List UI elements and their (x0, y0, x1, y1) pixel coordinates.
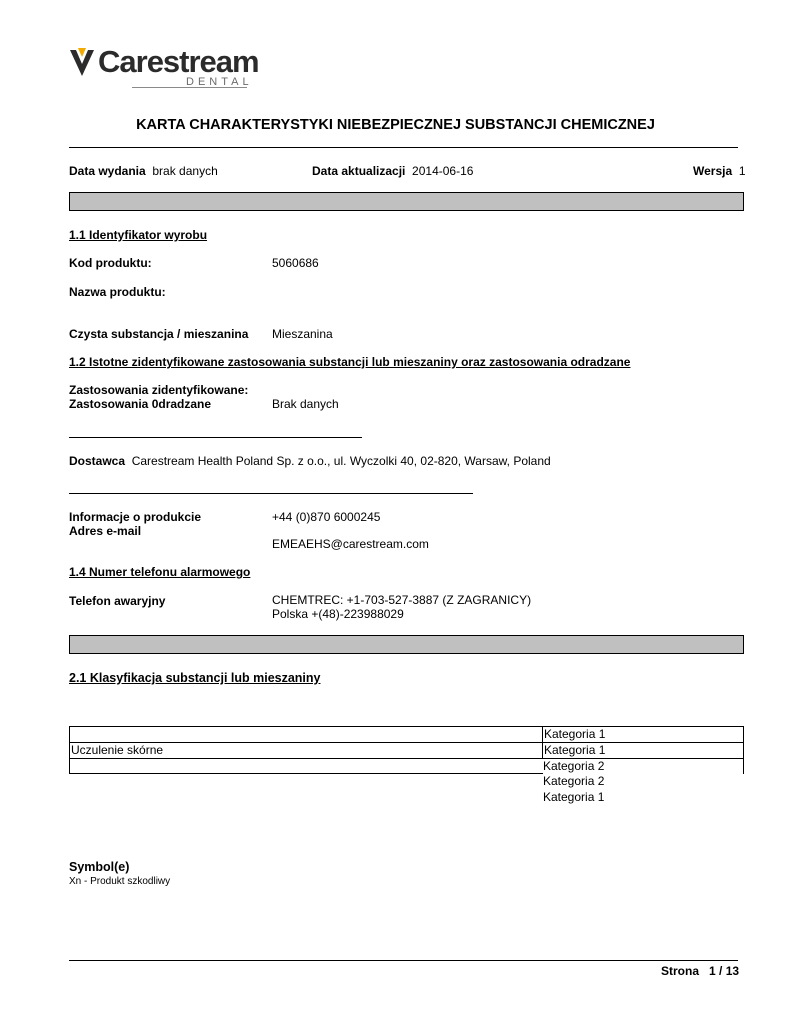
substance-value: Mieszanina (272, 327, 333, 341)
version-label: Wersja (693, 164, 733, 178)
email-value: EMEAEHS@carestream.com (272, 537, 429, 551)
product-code-value: 5060686 (272, 256, 319, 270)
supplier-value: Carestream Health Poland Sp. z o.o., ul. Wyczolki 40, 02-820, Warsaw, Poland (131, 454, 551, 468)
update-date (312, 164, 473, 178)
section-2-bar (69, 635, 744, 654)
email-label: Adres e-mail (69, 524, 142, 538)
issue-date (69, 164, 218, 178)
page-value: 1 / 13 (709, 964, 740, 978)
page-label: Strona (661, 964, 700, 978)
table-row-4-category: Kategoria 1 (543, 790, 605, 804)
product-info-label: Informacje o produkcie (69, 510, 202, 524)
section-2-1-heading: 2.1 Klasyfikacja substancji lub mieszaniny (69, 671, 321, 685)
section-1-2-heading: 1.2 Istotne zidentyfikowane zastosowania substancji lub mieszaniny oraz zastosowania odradzane (69, 355, 631, 369)
section-1-bar (69, 192, 744, 211)
footer-rule (69, 960, 738, 961)
carestream-logo (68, 42, 258, 92)
table-row-0-category: Kategoria 1 (542, 726, 744, 743)
supplier-label: Dostawca (69, 454, 126, 468)
version-value: 1 (738, 164, 746, 178)
carestream-logo-icon (68, 46, 96, 80)
issue-date-label: Data wydania (69, 164, 146, 178)
product-info-value: +44 (0)870 6000245 (272, 510, 381, 524)
uses-identified-label: Zastosowania zidentyfikowane: (69, 383, 249, 397)
uses-value: Brak danych (272, 397, 339, 411)
supplier (69, 454, 551, 468)
version (693, 164, 746, 178)
table-row-2-name (69, 758, 543, 774)
logo-sub: DENTAL (186, 76, 253, 88)
document-title: KARTA CHARAKTERYSTYKI NIEBEZPIECZNEJ SUBSTANCJI CHEMICZNEJ (136, 117, 655, 133)
table-row-1-name: Uczulenie skórne (69, 742, 543, 758)
section-1-3-rule (69, 437, 362, 438)
section-1-1-heading: 1.1 Identyfikator wyrobu (69, 228, 208, 242)
title-rule (69, 147, 738, 148)
update-date-label: Data aktualizacji (312, 164, 406, 178)
product-code-label: Kod produktu: (69, 256, 152, 270)
symbols-heading: Symbol(e) (69, 860, 130, 874)
update-date-value: 2014-06-16 (412, 164, 474, 178)
emergency-value-2: Polska +(48)-223988029 (272, 607, 404, 621)
uses-discouraged-label: Zastosowania 0dradzane (69, 397, 212, 411)
table-row-3-category: Kategoria 2 (543, 774, 605, 788)
emergency-value-1: CHEMTREC: +1-703-527-3887 (Z ZAGRANICY) (272, 593, 532, 607)
table-row-0-name (69, 726, 543, 742)
table-row-2-category: Kategoria 2 (542, 758, 744, 774)
logo-brand: Carestream (98, 44, 259, 79)
table-row-1-category: Kategoria 1 (542, 742, 744, 759)
issue-date-value: brak danych (152, 164, 218, 178)
page-number (661, 964, 739, 978)
emergency-label: Telefon awaryjny (69, 594, 166, 608)
section-1-4-heading: 1.4 Numer telefonu alarmowego (69, 565, 251, 579)
supplier-rule (69, 493, 473, 494)
symbols-value: Xn - Produkt szkodliwy (69, 876, 171, 887)
product-name-label: Nazwa produktu: (69, 285, 166, 299)
substance-label: Czysta substancja / mieszanina (69, 327, 249, 341)
